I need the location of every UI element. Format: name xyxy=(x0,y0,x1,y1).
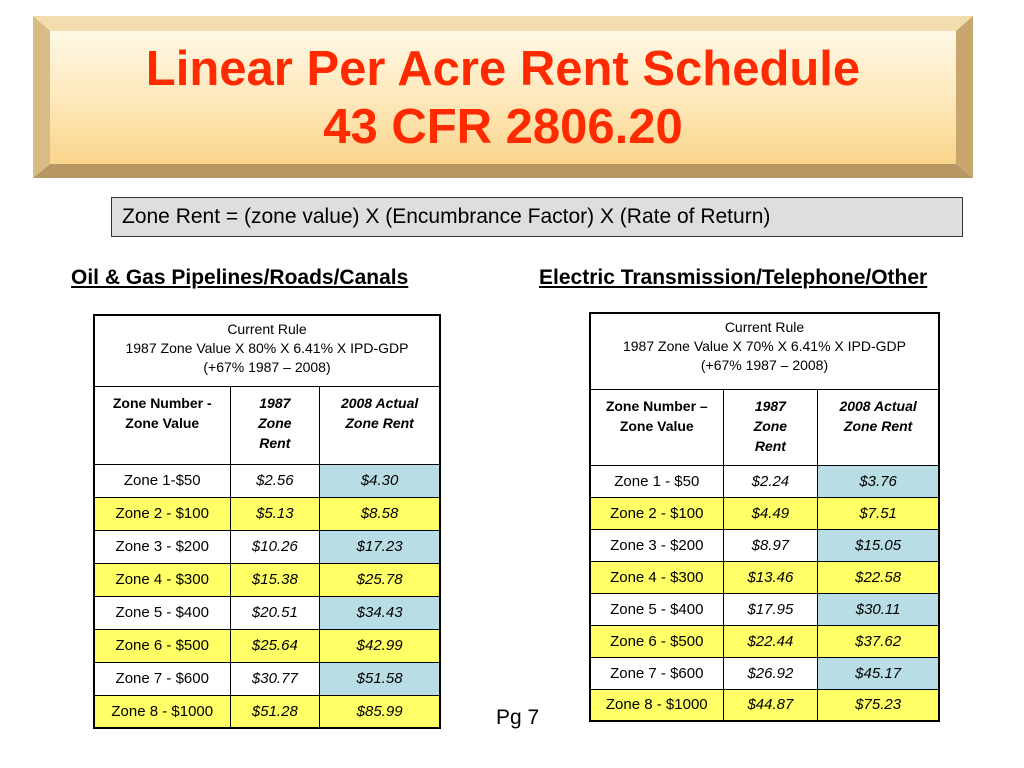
zone-cell: Zone 1 - $50 xyxy=(590,465,723,497)
rent-1987-cell: $4.49 xyxy=(723,497,818,529)
page-subtitle: 43 CFR 2806.20 xyxy=(323,99,683,154)
rent-1987-cell: $15.38 xyxy=(230,563,320,596)
zone-cell: Zone 5 - $400 xyxy=(94,596,230,629)
table-row xyxy=(94,596,440,629)
table-row xyxy=(590,465,939,497)
electric-rent-table xyxy=(589,312,940,722)
table-row xyxy=(94,629,440,662)
table-row xyxy=(590,497,939,529)
table-row xyxy=(94,464,440,497)
rent-1987-cell: $13.46 xyxy=(723,561,818,593)
table-row xyxy=(590,593,939,625)
rent-2008-cell: $45.17 xyxy=(818,657,939,689)
rent-1987-cell: $20.51 xyxy=(230,596,320,629)
rent-1987-cell: $2.24 xyxy=(723,465,818,497)
zone-cell: Zone 4 - $300 xyxy=(590,561,723,593)
table-row xyxy=(590,625,939,657)
zone-cell: Zone 5 - $400 xyxy=(590,593,723,625)
col-header-1987-rent: 1987 Zone Rent xyxy=(230,386,320,464)
title-banner xyxy=(33,16,973,178)
rent-2008-cell: $34.43 xyxy=(320,596,440,629)
rent-1987-cell: $2.56 xyxy=(230,464,320,497)
rent-2008-cell: $22.58 xyxy=(818,561,939,593)
zone-cell: Zone 7 - $600 xyxy=(590,657,723,689)
rent-2008-cell: $15.05 xyxy=(818,529,939,561)
page-title: Linear Per Acre Rent Schedule xyxy=(145,41,861,96)
right-table-heading: Electric Transmission/Telephone/Other xyxy=(539,266,928,289)
banner-bevel-top xyxy=(33,16,973,31)
oil-gas-rent-table xyxy=(93,314,441,729)
rent-1987-cell: $17.95 xyxy=(723,593,818,625)
rent-1987-cell: $5.13 xyxy=(230,497,320,530)
zone-cell: Zone 2 - $100 xyxy=(94,497,230,530)
rent-2008-cell: $7.51 xyxy=(818,497,939,529)
table-row xyxy=(94,563,440,596)
rent-2008-cell: $42.99 xyxy=(320,629,440,662)
rent-1987-cell: $10.26 xyxy=(230,530,320,563)
rent-1987-cell: $26.92 xyxy=(723,657,818,689)
current-rule-cell xyxy=(590,313,939,389)
table-row xyxy=(590,529,939,561)
rent-1987-cell: $44.87 xyxy=(723,689,818,721)
rent-2008-cell: $8.58 xyxy=(320,497,440,530)
rent-1987-cell: $25.64 xyxy=(230,629,320,662)
rent-1987-cell: $8.97 xyxy=(723,529,818,561)
rent-2008-cell: $3.76 xyxy=(818,465,939,497)
table-row xyxy=(94,530,440,563)
zone-cell: Zone 2 - $100 xyxy=(590,497,723,529)
col-header-2008-rent: 2008 Actual Zone Rent xyxy=(818,389,939,465)
current-rule-text: 1987 Zone Value X 70% X 6.41% X IPD-GDP (+67% 1987 – 2008) xyxy=(622,338,906,373)
zone-cell: Zone 8 - $1000 xyxy=(590,689,723,721)
rent-1987-cell: $22.44 xyxy=(723,625,818,657)
rent-2008-cell: $51.58 xyxy=(320,662,440,695)
rent-2008-cell: $30.11 xyxy=(818,593,939,625)
col-header-zone: Zone Number – Zone Value xyxy=(590,389,723,465)
col-header-1987-rent: 1987 Zone Rent xyxy=(723,389,818,465)
rent-1987-cell: $51.28 xyxy=(230,695,320,728)
rent-2008-cell: $17.23 xyxy=(320,530,440,563)
page-number: Pg 7 xyxy=(496,706,540,729)
zone-cell: Zone 4 - $300 xyxy=(94,563,230,596)
zone-cell: Zone 8 - $1000 xyxy=(94,695,230,728)
rent-2008-cell: $25.78 xyxy=(320,563,440,596)
zone-cell: Zone 1-$50 xyxy=(94,464,230,497)
zone-cell: Zone 6 - $500 xyxy=(590,625,723,657)
banner-bevel-right xyxy=(956,16,973,178)
left-table-heading: Oil & Gas Pipelines/Roads/Canals xyxy=(71,266,409,289)
table-row xyxy=(590,657,939,689)
table-row xyxy=(94,497,440,530)
banner-bevel-bottom xyxy=(33,164,973,178)
current-rule-cell xyxy=(94,315,440,386)
formula-box: Zone Rent = (zone value) X (Encumbrance Factor) X (Rate of Return) xyxy=(111,197,963,237)
current-rule-text: 1987 Zone Value X 80% X 6.41% X IPD-GDP (+67% 1987 – 2008) xyxy=(125,340,409,375)
table-row xyxy=(94,662,440,695)
zone-cell: Zone 3 - $200 xyxy=(94,530,230,563)
current-rule-title: Current Rule xyxy=(227,321,307,337)
rent-2008-cell: $4.30 xyxy=(320,464,440,497)
rent-2008-cell: $85.99 xyxy=(320,695,440,728)
table-row xyxy=(94,695,440,728)
rent-1987-cell: $30.77 xyxy=(230,662,320,695)
col-header-zone: Zone Number - Zone Value xyxy=(94,386,230,464)
zone-cell: Zone 3 - $200 xyxy=(590,529,723,561)
banner-bevel-left xyxy=(33,16,50,178)
table-row xyxy=(590,689,939,721)
col-header-2008-rent: 2008 Actual Zone Rent xyxy=(320,386,440,464)
zone-cell: Zone 6 - $500 xyxy=(94,629,230,662)
zone-cell: Zone 7 - $600 xyxy=(94,662,230,695)
table-row xyxy=(590,561,939,593)
rent-2008-cell: $75.23 xyxy=(818,689,939,721)
current-rule-title: Current Rule xyxy=(724,319,805,335)
banner-face xyxy=(50,31,956,164)
rent-2008-cell: $37.62 xyxy=(818,625,939,657)
